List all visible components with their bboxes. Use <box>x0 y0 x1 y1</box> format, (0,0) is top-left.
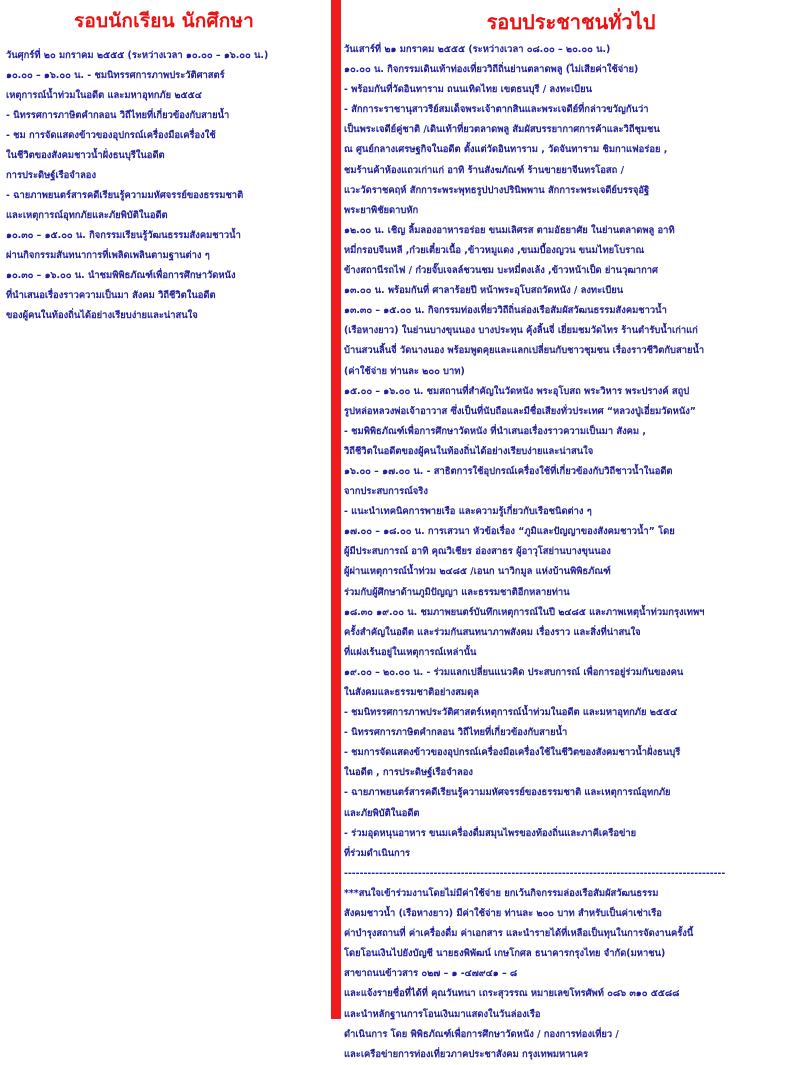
schedule-line: - แนะนำเทคนิคการพายเรือ และความรู้เกี่ยวกับเรือชนิดต่าง ๆ <box>344 506 592 518</box>
schedule-line: พระยาพิชัยดาบหัก <box>344 204 419 216</box>
schedule-line: - ฉายภาพยนตร์สารคดีเรียนรู้ความมหัศจรรย์ของธรรมชาติ และเหตุการณ์อุทกภัย <box>344 787 671 799</box>
schedule-line: (ค่าใช้จ่าย ท่านละ ๒๐๐ บาท) <box>344 365 465 377</box>
schedule-line: และเหตุการณ์อุทกภัยและภัยพิบัติในอดีต <box>6 210 168 221</box>
schedule-line: และแจ้งรายชื่อที่ได้ที่ คุณวันทนา เถระสุวรรณ หมายเลขโทรศัพท์ ๐๘๖ ๓๑๐ ๕๕๘๘ <box>344 988 680 1000</box>
schedule-line: ๑๐.๓๐ – ๑๕.๐๐ น. กิจกรรมเรียนรู้วัฒนธรรมสังคมชาวน้ำ <box>6 230 241 241</box>
schedule-line: วันศุกร์ที่ ๒๐ มกราคม ๒๕๕๕ (ระหว่างเวลา ๑๐.๐๐ – ๑๖.๐๐ น.) <box>6 50 269 61</box>
schedule-line: ข้างสถานีรถไฟ / ก๋วยจั๊บเจลล์ชวนชม บะหมี่ตงเล้ง ,ข้าวหน้าเป็ด ย่านวุฒากาศ <box>344 265 658 277</box>
schedule-line: ในอดีต , การประดิษฐ์เรือจำลอง <box>344 767 473 779</box>
schedule-line: ๑๓.๓๐ – ๑๕.๐๐ น. กิจกรรมท่องเที่ยววิถีถิ่นล่องเรือสัมผัสวัฒนธรรมสังคมชาวน้ำ <box>344 305 667 317</box>
schedule-line: เป็นพระเจดีย์คู่ชาติ /เดินเท้าที่ยวตลาดพลู สัมผัสบรรยากาศการค้าและวิถีชุมชน <box>344 124 660 136</box>
schedule-line: ๑๗.๐๐ – ๑๘.๐๐ น. การเสวนา หัวข้อเรื่อง “ภูมิและปัญญาของสังคมชาวน้ำ” โดย <box>344 526 675 538</box>
schedule-line: หมี่กรอบจีนหลี ,ก๋วยเตี๋ยวเนื้อ ,ข้าวหมูแดง ,ขนมบี้องญวน ขนมไทยโบราณ <box>344 244 645 256</box>
schedule-line: - นิทรรศการภาษิตคำกลอน วิถีไทยที่เกี่ยวข้องกับสายน้ำ <box>344 727 568 739</box>
schedule-line: ผู้ผ่านเหตุการณ์น้ำท่วม ๒๔๘๕ /เอนก นาวิกมูล แห่งบ้านพิพิธภัณฑ์ <box>344 566 611 578</box>
schedule-line: ***สนใจเข้าร่วมงานโดยไม่มีค่าใช้จ่าย ยกเว้นกิจกรรมล่องเรือสัมผัสวัฒนธรรม <box>344 887 659 899</box>
schedule-line: ๑๐.๐๐ น. กิจกรรมเดินเท้าท่องเที่ยววิถีถิ่นย่านตลาดพลู (ไม่เสียค่าใช้จ่าย) <box>344 64 639 76</box>
schedule-line: ๑๙.๐๐ – ๒๐.๐๐ น. - ร่วมแลกเปลี่ยนแนวคิด ประสบการณ์ เพื่อการอยู่ร่วมกันของคน <box>344 666 684 678</box>
schedule-line: วันเสาร์ที่ ๒๑ มกราคม ๒๕๕๕ (ระหว่างเวลา ๐๘.๐๐ – ๒๐.๐๐ น.) <box>344 44 611 55</box>
schedule-line: ๑๐.๓๐ – ๑๖.๐๐ น. นำชมพิพิธภัณฑ์เพื่อการศึกษาวัดหนัง <box>6 270 236 281</box>
schedule-line: ๑๖.๐๐ – ๑๗.๐๐ น. - สาธิตการใช้อุปกรณ์เครื่องใช้ที่เกี่ยวข้องกับวิถีชาวน้ำในอดีต <box>344 465 673 477</box>
schedule-line: ๑๘.๓๐ ๑๙.๐๐ น. ชมภาพยนตร์บันทึกเหตุการณ์ในปี ๒๔๘๕ และภาพเหตุน้ำท่วมกรุงเทพฯ <box>344 606 705 618</box>
schedule-line: ครั้งสำคัญในอดีต และร่วมกันสนทนาภาพสังคม เรื่องราว และสิ่งที่น่าสนใจ <box>344 626 641 638</box>
schedule-line: ๑๒.๐๐ น. เชิญ ลิ้มลองอาหารอร่อย ขนมเลิศรส ตามอัธยาศัย ในย่านตลาดพลู อาทิ <box>344 224 675 236</box>
schedule-line: - พร้อมกันที่วัดอินทาราม ถนนเทิดไทย เขตธนบุรี / ลงทะเบียน <box>344 84 593 96</box>
schedule-line: ในสังคมและธรรมชาติอย่างสมดุล <box>344 687 479 698</box>
public-round-title: รอบประชาชนทั่วไป <box>486 10 656 34</box>
schedule-line: บ้านสวนลิ้นจี่ วัดนางนอง พร้อมพูดคุยและแลกเปลี่ยนกับชาวชุมชน เรื่องราวชีวิตกับสายน้ำ <box>344 345 705 357</box>
schedule-line: ๑๓.๐๐ น. พร้อมกันที่ ศาลาร้อยปี หน้าพระอุโบสถวัดหนัง / ลงทะเบียน <box>344 285 624 297</box>
red-divider <box>331 0 341 1019</box>
schedule-line: ค่าบำรุงสถานที่ ค่าเครื่องดื่ม ค่าเอกสาร และนำรายได้ที่เหลือเป็นทุนในการจัดงานครั้งนี้ <box>344 928 694 940</box>
schedule-line: โดยโอนเงินไปยังบัญชี นายธงพิพัฒน์ เกษโกศล ธนาคารกรุงไทย จำกัด(มหาชน) <box>344 948 666 960</box>
schedule-line: ที่ร่วมดำเนินการ <box>344 847 411 859</box>
schedule-line: - ฉายภาพยนตร์สารคดีเรียนรู้ความมหัศจรรย์ของธรรมชาติ <box>6 190 244 201</box>
schedule-line: ของผู้คนในท้องถิ่นได้อย่างเรียบง่ายและน่าสนใจ <box>6 310 198 321</box>
schedule-line: จากประสบการณ์จริง <box>344 486 428 498</box>
schedule-line: และภัยพิบัติในอดีต <box>344 807 420 819</box>
schedule-line: ร่วมกับผู้ศึกษาด้านภูมิปัญญา และธรรมชาติอีกหลายท่าน <box>344 586 570 598</box>
schedule-line: เหตุการณ์น้ำท่วมในอดีต และมหาอุทกภัย ๒๕๕๔ <box>6 90 202 101</box>
schedule-line: - ชมการจัดแสดงข้าวของอุปกรณ์เครื่องมือเครื่องใช้ในชีวิตของสังคมชาวน้ำฝั่งธนบุรี <box>344 747 681 759</box>
schedule-line: ที่นำเสนอเรื่องราวความเป็นมา สังคม วิถีชีวิตในอดีต <box>6 290 216 301</box>
schedule-line: - นิทรรศการภาษิตคำกลอน วิถีไทยที่เกี่ยวข้องกับสายน้ำ <box>6 110 230 121</box>
schedule-line: รูปหล่อหลวงพ่อเจ้าอาวาส ซึ่งเป็นที่นับถือและมีชื่อเสียงทั่วประเทศ “หลวงปู่เอี่ยมวัดหนัง” <box>344 405 696 417</box>
schedule-line: และเครือข่ายการท่องเที่ยวภาคประชาสังคม กรุงเทพมหานคร <box>344 1048 589 1060</box>
public-column <box>342 0 800 1060</box>
schedule-line: การประดิษฐ์เรือจำลอง <box>6 170 97 181</box>
schedule-line: ที่แฝงเร้นอยู่ในเหตุการณ์เหล่านั้น <box>344 646 477 658</box>
schedule-line: ดำเนินการ โดย พิพิธภัณฑ์เพื่อการศึกษาวัดหนัง / กองการท่องเที่ยว / <box>344 1028 619 1040</box>
schedule-line: และนำหลักฐานการโอนเงินมาแสดงในวันล่องเรือ <box>344 1008 541 1020</box>
schedule-line: - ชม การจัดแสดงข้าวของอุปกรณ์เครื่องมือเครื่องใช้ <box>6 130 216 141</box>
student-round-title: รอบนักเรียน นักศึกษา <box>73 10 255 32</box>
schedule-line: สังคมชาวน้ำ (เรือหางยาว) มีค่าใช้จ่าย ท่านละ ๒๐๐ บาท สำหรับเป็นค่าเช่าเรือ <box>344 908 662 920</box>
schedule-line: - สักการะราชานุสาวรีย์สมเด็จพระเจ้าตากสินและพระเจดีย์ที่กล่าวขวัญกันว่า <box>344 104 649 116</box>
schedule-line: สาขาถนนข้าวสาร ๐๒๗ – ๑ -๔๗๙๔๑ – ๘ <box>344 968 518 980</box>
schedule-line: - ชมนิทรรศการภาพประวัติศาสตร์เหตุการณ์น้ำท่วมในอดีต และมหาอุทกภัย ๒๕๕๔ <box>344 707 678 719</box>
schedule-line: ๑๕.๐๐ – ๑๖.๐๐ น. ชมสถานที่สำคัญในวัดหนัง พระอุโบสถ พระวิหาร พระปรางค์ สถูป <box>344 385 690 397</box>
public-schedule-text <box>342 40 800 1065</box>
schedule-line: ชมร้านค้าห้องแถวเก่าแก่ อาทิ ร้านสังฆภัณฑ์ ร้านขายยาจีนทรโอสถ / <box>344 164 625 176</box>
schedule-line: - ร่วมอุดหนุนอาหาร ขนมเครื่องดื่มสมุนไพรของท้องถิ่นและภาคีเครือข่าย <box>344 827 637 839</box>
schedule-line: (เรือหางยาว) ในย่านบางขุนนอง บางประทุน คุ้งลิ้นจี่ เยี่ยมชมวัดไทร ร้านตำรับน้ำเก่าแก่ <box>344 325 698 337</box>
schedule-line: ผู้มีประสบการณ์ อาทิ คุณวิเชียร อ่องสาธร ผู้อาวุโสย่านบางขุนนอง <box>344 546 611 558</box>
student-column <box>0 0 328 1019</box>
schedule-line: แวะวัดราชคฤห์ สักการะพระพุทธรูปปางปรินิพพาน สักการะพระเจดีย์บรรจุอัฐิ <box>344 184 650 196</box>
schedule-line: -------------------------------------------------------------------------------------------------- <box>344 867 726 879</box>
student-schedule-text <box>0 46 328 326</box>
schedule-line: ๑๐.๐๐ – ๑๖.๐๐ น. - ชมนิทรรศการภาพประวัติศาสตร์ <box>6 70 225 81</box>
schedule-line: - ชมพิพิธภัณฑ์เพื่อการศึกษาวัดหนัง ที่นำเสนอเรื่องราวความเป็นมา สังคม , <box>344 425 646 437</box>
schedule-line: ผ่านกิจกรรมสันทนาการที่เพลิดเพลินตามฐานต่าง ๆ <box>6 250 210 261</box>
schedule-line: วิถีชีวิตในอดีตของผู้คนในท้องถิ่นได้อย่างเรียบง่ายและน่าสนใจ <box>344 445 594 457</box>
schedule-line: ในชีวิตของสังคมชาวน้ำฝั่งธนบุรีในอดีต <box>6 150 165 161</box>
schedule-line: ณ ศูนย์กลางเศรษฐกิจในอดีต ตั้งแต่วัดอินทาราม , วัดจันทาราม ชิมกาแฟอร่อย , <box>344 144 668 156</box>
